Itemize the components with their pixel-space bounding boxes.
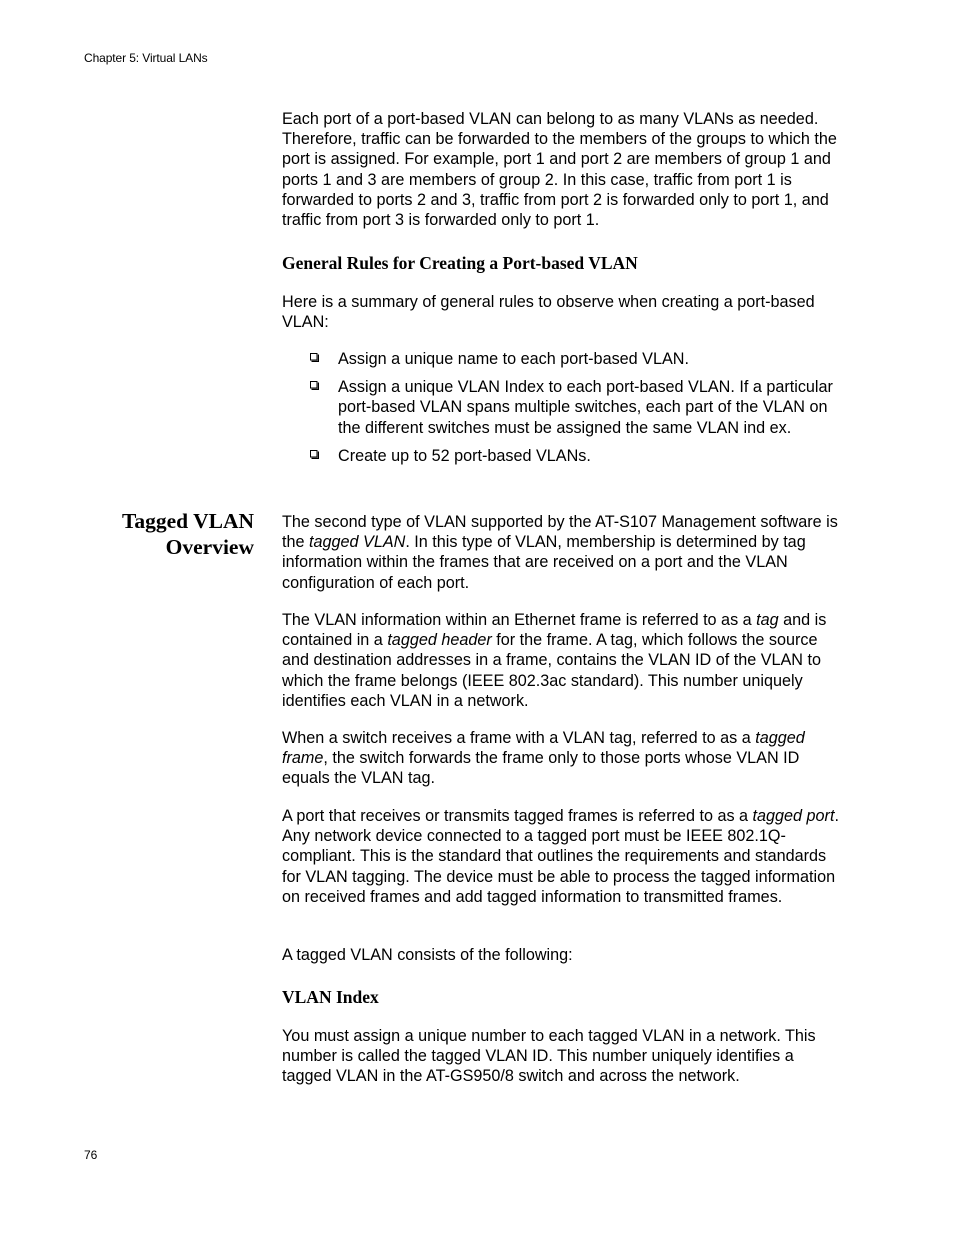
tagged-p5-text: A tagged VLAN consists of the following: <box>282 946 573 964</box>
text-run: . Any network device connected to a tagged port must be IEEE 802.1Q-compliant. This is the standard that outlines the requirements and standards for VLAN tagging. The device must be able to process the tagged information on received frames and add tagged information to transmitted frames. <box>282 807 839 906</box>
text-run: and is contained in a <box>282 611 827 650</box>
list-item <box>310 349 840 369</box>
intro-text: Each port of a port-based VLAN can belong to as many VLANs as needed. Therefore, traffic can be forwarded to the members of the groups to which the port is assigned. For example, port 1 and port 2 are members of group 1 and ports 1 and 3 are members of group 2. In this case, traffic from port 1 is forwarded to ports 2 and 3, traffic from port 2 is forwarded only to port 1, and traffic from port 3 is forwarded only to port 1. <box>282 110 837 230</box>
text-run: A port that receives or transmits tagged frames is referred to as a <box>282 807 753 825</box>
emphasis-term: tagged frame <box>282 729 805 768</box>
vlan-index-heading: VLAN Index <box>282 987 379 1007</box>
text-run: The second type of VLAN supported by the AT-S107 Management software is the <box>282 513 838 552</box>
vlan-index-text: You must assign a unique number to each tagged VLAN in a network. This number is called the tagged VLAN ID. This number uniquely identifies a tagged VLAN in the AT-GS950/8 switch and across the network. <box>282 1027 816 1086</box>
emphasis-term: tagged port <box>752 807 835 825</box>
text-run: . In this type of VLAN, membership is determined by tag information within the frames that are received on a port and the VLAN configuration of each port. <box>282 533 806 592</box>
emphasis-term: tagged header <box>387 631 492 650</box>
rules-intro-text: Here is a summary of general rules to observe when creating a port-based VLAN: <box>282 293 815 332</box>
tagged-paragraph-4 <box>282 806 847 907</box>
section-heading-tagged-vlan <box>54 508 254 560</box>
list-item <box>310 446 840 466</box>
page-number: 76 <box>84 1148 98 1162</box>
tagged-paragraph-1 <box>282 512 847 593</box>
text-run: , the switch forwards the frame only to those ports whose VLAN ID equals the VLAN tag. <box>282 749 800 788</box>
rules-list <box>310 349 840 466</box>
text-run: When a switch receives a frame with a VLAN tag, referred to as a <box>282 729 756 747</box>
text-run: for the frame. A tag, which follows the source and destination addresses in a frame, contains the VLAN ID of the VLAN to which the frame belongs (IEEE 802.3ac standard). This number uniquely identifies each VLAN in a network. <box>282 631 821 710</box>
checkbox-square-icon <box>310 381 319 390</box>
running-head: Chapter 5: Virtual LANs <box>84 51 208 65</box>
emphasis-term: tagged VLAN <box>309 533 406 552</box>
section-heading-line2: Overview <box>165 535 254 559</box>
list-item-text: Assign a unique VLAN Index to each port-based VLAN. If a particular port-based VLAN spans multiple switches, each part of the VLAN on the different switches must be assigned the same VLAN ind ex. <box>338 378 833 437</box>
checkbox-square-icon <box>310 450 319 459</box>
vlan-index-paragraph <box>282 1026 847 1087</box>
checkbox-square-icon <box>310 353 319 362</box>
list-item <box>310 377 840 438</box>
list-item-text: Assign a unique name to each port-based VLAN. <box>338 350 689 368</box>
emphasis-term: tag <box>756 611 779 629</box>
tagged-paragraph-3 <box>282 728 847 789</box>
rules-heading: General Rules for Creating a Port-based VLAN <box>282 253 638 273</box>
rules-intro <box>282 292 847 332</box>
list-item-text: Create up to 52 port-based VLANs. <box>338 446 591 465</box>
tagged-paragraph-2 <box>282 610 847 711</box>
tagged-paragraph-5 <box>282 945 847 965</box>
section-heading-line1: Tagged VLAN <box>121 509 254 533</box>
intro-paragraph <box>282 109 847 230</box>
text-run: The VLAN information within an Ethernet frame is referred to as a <box>282 611 757 629</box>
